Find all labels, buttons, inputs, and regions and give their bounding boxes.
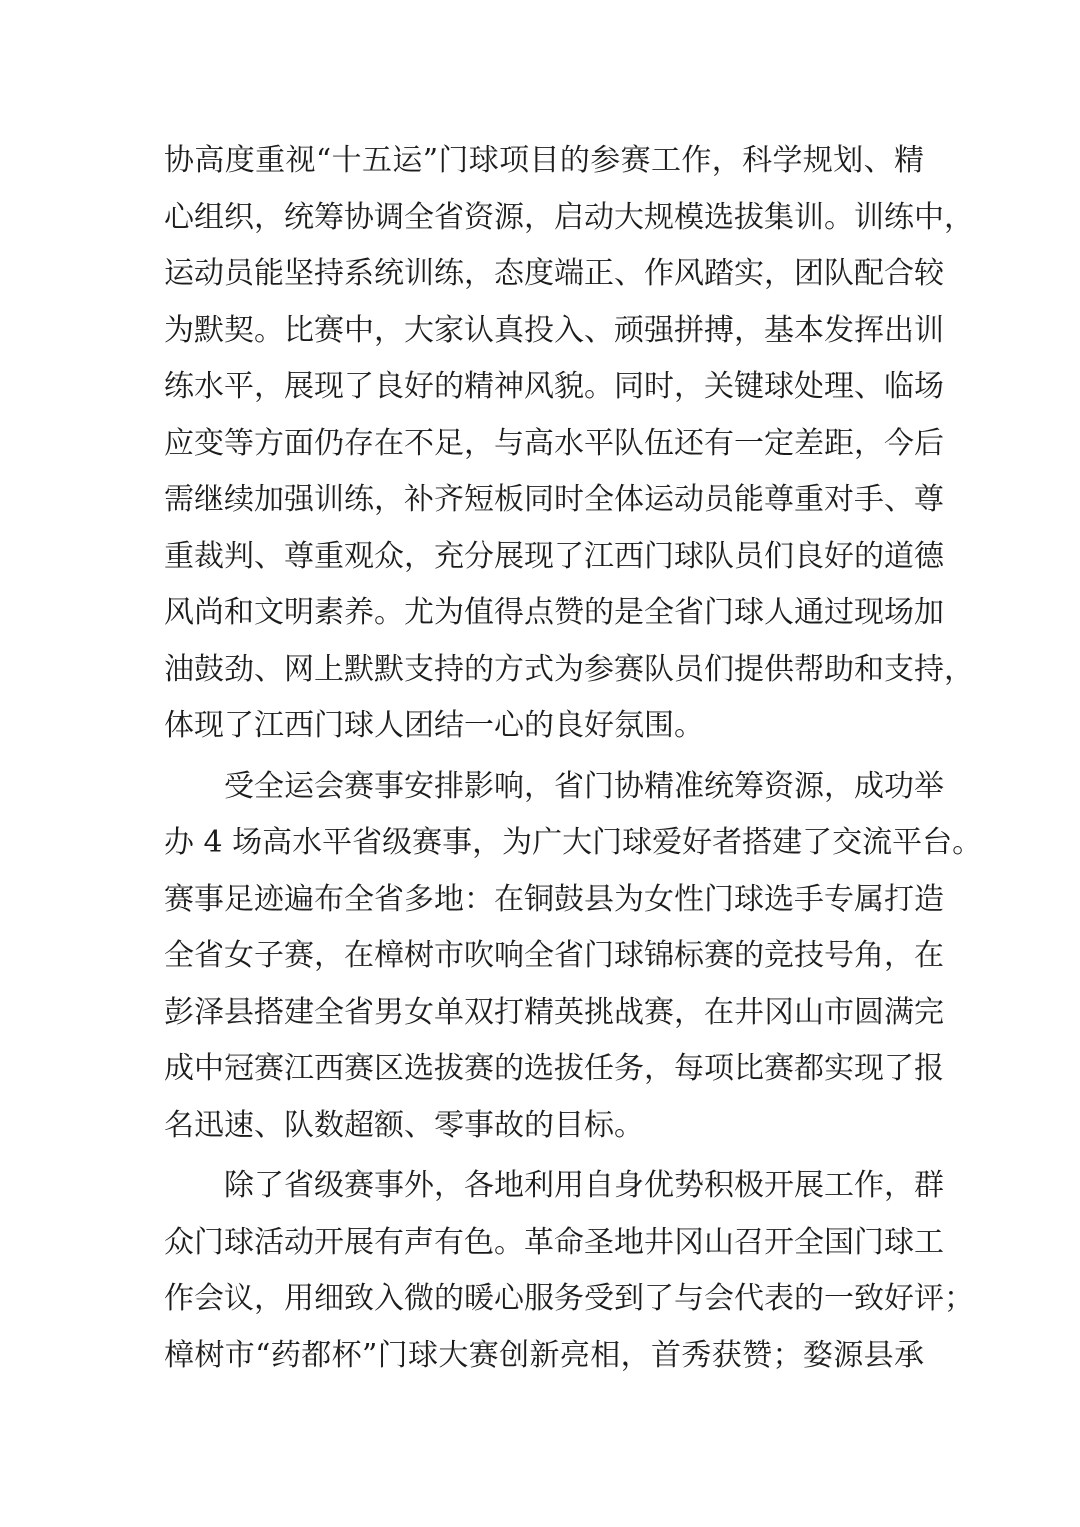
text-line: 运动员能坚持系统训练，态度端正、作风踏实，团队配合较 bbox=[164, 256, 944, 291]
paragraph-2 bbox=[164, 759, 983, 1155]
text-line: 名迅速、队数超额、零事故的目标。 bbox=[164, 1107, 644, 1143]
text-line: 成中冠赛江西赛区选拔赛的选拔任务，每项比赛都实现了报 bbox=[164, 1051, 944, 1086]
text-line: 彭泽县搭建全省男女单双打精英挑战赛，在井冈山市圆满完 bbox=[164, 994, 944, 1030]
text-line: 协高度重视“十五运”门球项目的参赛工作，科学规划、精 bbox=[164, 143, 924, 178]
text-line: 赛事足迹遍布全省多地：在铜鼓县为女性门球选手专属打造 bbox=[164, 881, 944, 917]
text-line: 体现了江西门球人团结一心的良好氛围。 bbox=[164, 708, 704, 743]
text-line: 油鼓劲、网上默默支持的方式为参赛队员们提供帮助和支持， bbox=[164, 651, 974, 687]
paragraph-1 bbox=[164, 133, 974, 755]
body-text bbox=[164, 133, 983, 1384]
text-line: 除了省级赛事外，各地利用自身优势积极开展工作，群 bbox=[224, 1168, 944, 1203]
text-line: 心组织，统筹协调全省资源，启动大规模选拔集训。训练中， bbox=[164, 199, 974, 235]
text-line: 需继续加强训练，补齐短板同时全体运动员能尊重对手、尊 bbox=[164, 482, 944, 517]
text-line: 樟树市“药都杯”门球大赛创新亮相，首秀获赞；婺源县承 bbox=[164, 1337, 924, 1373]
text-line: 作会议，用细致入微的暖心服务受到了与会代表的一致好评； bbox=[164, 1281, 974, 1316]
text-line: 全省女子赛，在樟树市吹响全省门球锦标赛的竞技号角，在 bbox=[164, 938, 944, 973]
text-line: 风尚和文明素养。尤为值得点赞的是全省门球人通过现场加 bbox=[164, 595, 944, 630]
text-line: 应变等方面仍存在不足，与高水平队伍还有一定差距，今后 bbox=[164, 425, 944, 461]
text-line: 练水平，展现了良好的精神风貌。同时，关键球处理、临场 bbox=[164, 369, 944, 404]
text-line: 办 4 场高水平省级赛事，为广大门球爱好者搭建了交流平台。 bbox=[164, 825, 983, 860]
text-line: 为默契。比赛中，大家认真投入、顽强拼搏，基本发挥出训 bbox=[164, 312, 944, 348]
text-line: 众门球活动开展有声有色。革命圣地井冈山召开全国门球工 bbox=[164, 1224, 944, 1260]
text-line: 受全运会赛事安排影响，省门协精准统筹资源，成功举 bbox=[224, 768, 944, 804]
paragraph-3 bbox=[164, 1158, 974, 1384]
text-line: 重裁判、尊重观众，充分展现了江西门球队员们良好的道德 bbox=[164, 538, 944, 574]
